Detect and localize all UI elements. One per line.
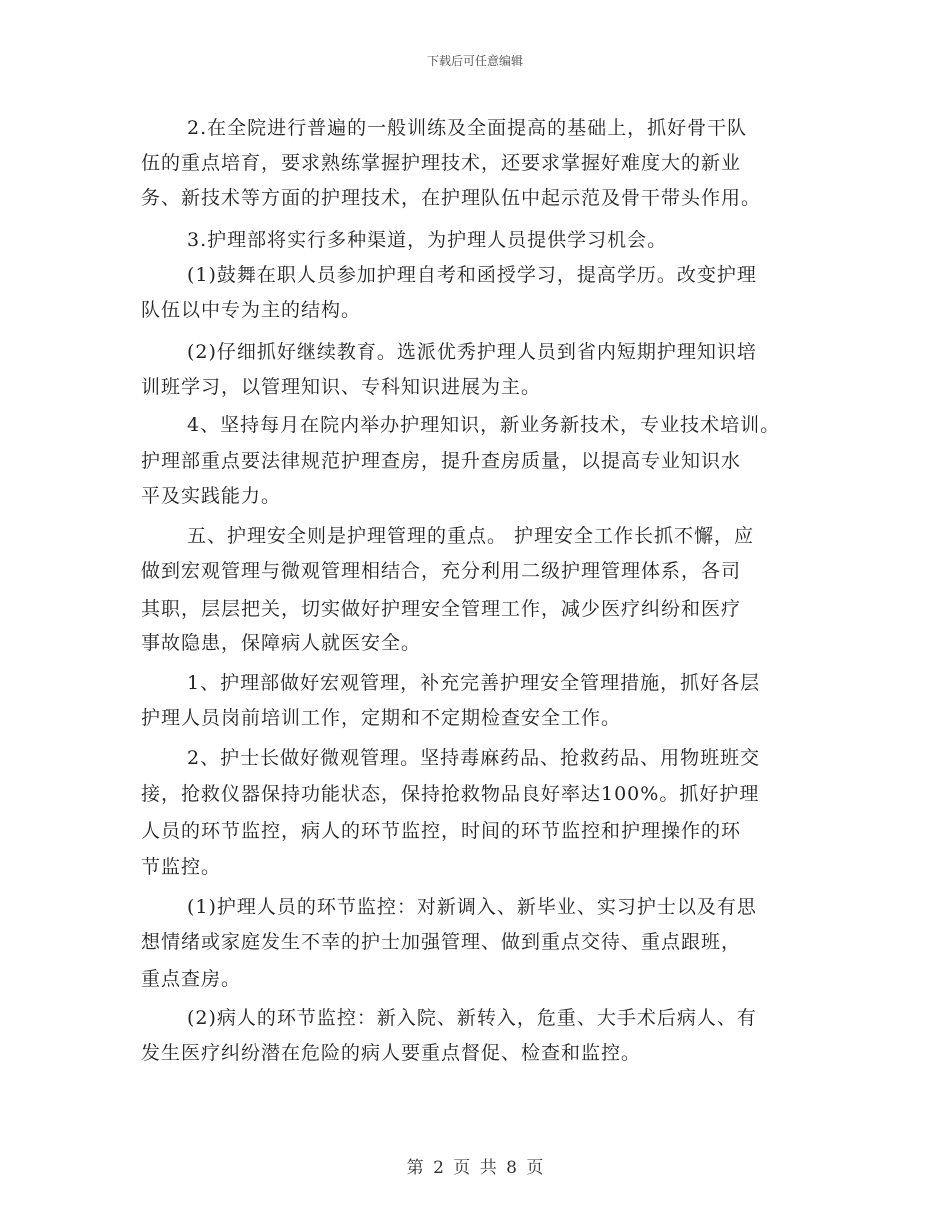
page-header: 下载后可任意编辑 <box>426 54 523 68</box>
paragraph-line: 3.护理部将实行多种渠道，为护理人员提供学习机会。 <box>187 229 668 251</box>
paragraph-line: 2、护士长做好微观管理。坚持毒麻药品、抢救药品、用物班班交 <box>187 747 761 769</box>
paragraph-line: (1)护理人员的环节监控：对新调入、新毕业、实习护士以及有思 <box>187 896 757 918</box>
paragraph-line: 想情绪或家庭发生不幸的护士加强管理、做到重点交待、重点跟班， <box>141 931 742 953</box>
paragraph-line: 训班学习，以管理知识、专科知识进展为主。 <box>141 376 542 398</box>
paragraph-line: (1)鼓舞在职人员参加护理自考和函授学习，提高学历。改变护理 <box>187 264 757 286</box>
paragraph-line: 发生医疗纠纷潜在危险的病人要重点督促、检查和监控。 <box>141 1042 642 1064</box>
page-footer: 第 2 页 共 8 页 <box>406 1158 544 1178</box>
paragraph-line: 其职，层层把关，切实做好护理安全管理工作，减少医疗纠纷和医疗 <box>141 598 742 620</box>
paragraph-line: 做到宏观管理与微观管理相结合，充分利用二级护理管理体系，各司 <box>141 560 742 582</box>
paragraph-line: 4、坚持每月在院内举办护理知识，新业务新技术，专业技术培训。 <box>187 414 781 436</box>
paragraph-line: 1、护理部做好宏观管理，补充完善护理安全管理措施，抓好各层 <box>187 672 761 694</box>
paragraph-line: 护理人员岗前培训工作，定期和不定期检查安全工作。 <box>141 707 622 729</box>
paragraph-line: 2.在全院进行普遍的一般训练及全面提高的基础上，抓好骨干队 <box>187 117 748 139</box>
paragraph-line: 人员的环节监控，病人的环节监控，时间的环节监控和护理操作的环 <box>141 820 742 842</box>
paragraph-line: 重点查房。 <box>141 968 242 990</box>
paragraph-line: 平及实践能力。 <box>141 485 282 507</box>
paragraph-line: (2)仔细抓好继续教育。选派优秀护理人员到省内短期护理知识培 <box>187 341 757 363</box>
paragraph-line: 护理部重点要法律规范护理查房，提升查房质量，以提高专业知识水 <box>141 450 742 472</box>
paragraph-line: 伍的重点培育，要求熟练掌握护理技术，还要求掌握好难度大的新业 <box>141 152 742 174</box>
paragraph-line: 队伍以中专为主的结构。 <box>141 299 362 321</box>
paragraph-line: 节监控。 <box>141 856 222 878</box>
paragraph-line: 五、护理安全则是护理管理的重点。 护理安全工作长抓不懈，应 <box>187 525 755 547</box>
paragraph-line: 事故隐患，保障病人就医安全。 <box>141 632 422 654</box>
paragraph-line: (2)病人的环节监控：新入院、新转入，危重、大手术后病人、有 <box>187 1007 757 1029</box>
paragraph-line: 务、新技术等方面的护理技术，在护理队伍中起示范及骨干带头作用。 <box>141 187 762 209</box>
paragraph-line: 接，抢救仪器保持功能状态，保持抢救物品良好率达100%。抓好护理 <box>141 783 760 805</box>
